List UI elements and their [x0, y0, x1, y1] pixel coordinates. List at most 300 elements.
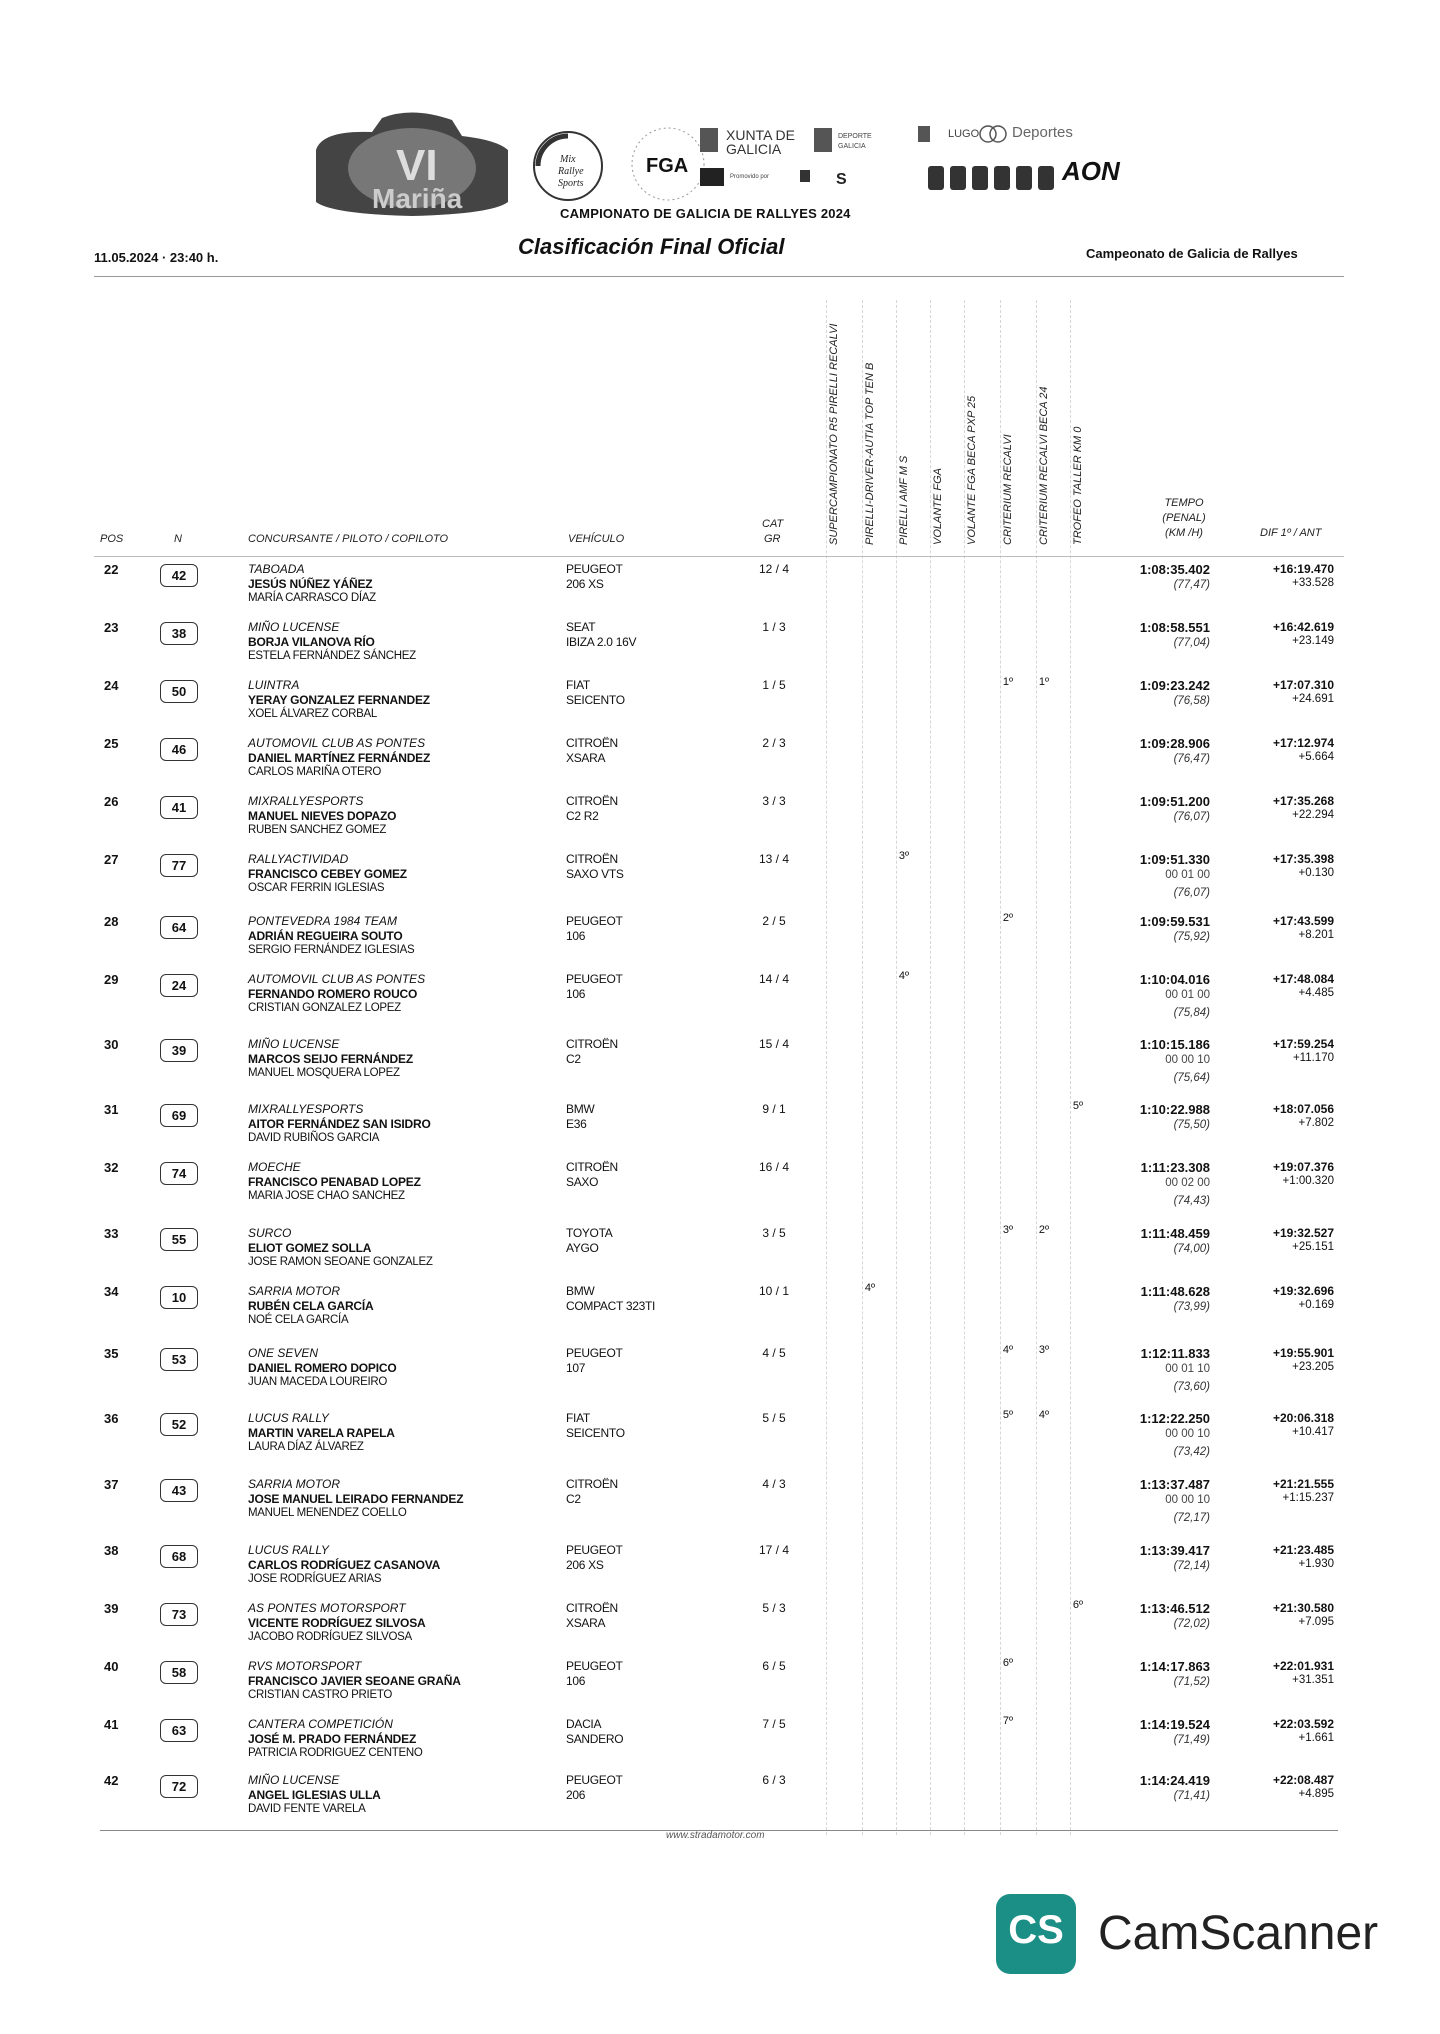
row-pilot: JOSE MANUEL LEIRADO FERNANDEZ	[248, 1492, 464, 1506]
row-dif-previous: +10.417	[1292, 1426, 1334, 1438]
row-copilot: MARÍA CARRASCO DÍAZ	[248, 592, 376, 604]
row-speed: (76,07)	[1173, 887, 1210, 899]
row-dif-first: +19:32.527	[1272, 1226, 1334, 1240]
col-trophy-6: CRITERIUM RECALVI	[1002, 434, 1014, 545]
rally-badge-icon	[312, 110, 512, 220]
row-dif-previous: +31.351	[1292, 1674, 1334, 1686]
row-penalty: 00 00 10	[1165, 1494, 1210, 1506]
row-dif-first: +19:55.901	[1272, 1346, 1334, 1360]
row-speed: (72,17)	[1173, 1512, 1210, 1524]
row-pos: 40	[104, 1659, 119, 1674]
row-vehicle-model: 206 XS	[566, 577, 604, 591]
row-speed: (72,14)	[1173, 1560, 1210, 1572]
row-cat-gr: 4 / 5	[762, 1346, 786, 1360]
svg-text:Promovido por: Promovido por	[730, 174, 770, 180]
row-pilot: ELIOT GOMEZ SOLLA	[248, 1241, 372, 1255]
row-penalty: 00 01 00	[1165, 869, 1210, 881]
row-copilot: PATRICIA RODRIGUEZ CENTENO	[248, 1747, 423, 1759]
row-vehicle-make: CITROËN	[566, 1601, 618, 1615]
row-vehicle-model: SEICENTO	[566, 1426, 625, 1440]
col-trophy-5: VOLANTE FGA BECA PXP 25	[966, 395, 978, 545]
row-vehicle-make: PEUGEOT	[566, 1346, 623, 1360]
svg-text:GALICIA: GALICIA	[838, 143, 866, 150]
col-pos: POS	[100, 533, 124, 545]
svg-text:DEPORTE: DEPORTE	[838, 133, 872, 140]
row-team: RALLYACTIVIDAD	[248, 852, 349, 866]
row-speed: (71,52)	[1173, 1676, 1210, 1688]
row-pilot: ANGEL IGLESIAS ULLA	[248, 1788, 381, 1802]
mix-rallye-sports-logo	[528, 126, 618, 206]
row-cat-gr: 15 / 4	[758, 1037, 790, 1051]
row-cat-gr: 3 / 3	[762, 794, 786, 808]
xunta-text: XUNTA DE GALICIA	[726, 127, 795, 157]
svg-text:S: S	[836, 171, 847, 188]
row-dif-previous: +11.170	[1292, 1052, 1334, 1064]
row-vehicle-model: IBIZA 2.0 16V	[566, 635, 637, 649]
row-time: 1:11:23.308	[1140, 1160, 1210, 1175]
row-vehicle-model: AYGO	[566, 1241, 599, 1255]
row-dif-first: +17:59.254	[1272, 1037, 1334, 1051]
row-pos: 42	[104, 1773, 119, 1788]
row-time: 1:13:39.417	[1139, 1543, 1210, 1558]
row-vehicle-make: PEUGEOT	[566, 1543, 623, 1557]
row-time: 1:10:15.186	[1139, 1037, 1210, 1052]
row-trophy-position: 4º	[1038, 1409, 1050, 1421]
row-time: 1:10:04.016	[1139, 972, 1210, 987]
col-dif: DIF 1º / ANT	[1260, 527, 1322, 539]
row-pos: 34	[104, 1284, 119, 1299]
row-pilot: DANIEL ROMERO DOPICO	[248, 1361, 397, 1375]
row-number-badge: 46	[160, 738, 198, 761]
row-penalty: 00 00 10	[1165, 1054, 1210, 1066]
row-number-badge: 50	[160, 680, 198, 703]
row-team: MIÑO LUCENSE	[248, 1773, 340, 1787]
row-time: 1:09:51.200	[1139, 794, 1210, 809]
row-vehicle-model: 106	[566, 987, 586, 1001]
row-dif-first: +21:30.580	[1272, 1601, 1334, 1615]
row-pos: 28	[104, 914, 119, 929]
row-dif-first: +21:23.485	[1272, 1543, 1334, 1557]
row-pos: 29	[104, 972, 119, 987]
row-vehicle-make: TOYOTA	[566, 1226, 613, 1240]
row-time: 1:09:23.242	[1139, 678, 1210, 693]
row-dif-first: +17:43.599	[1272, 914, 1334, 928]
row-number-badge: 73	[160, 1603, 198, 1626]
row-number-badge: 39	[160, 1039, 198, 1062]
row-time: 1:14:19.524	[1139, 1717, 1210, 1732]
row-time: 1:08:58.551	[1139, 620, 1210, 635]
row-number-badge: 42	[160, 564, 198, 587]
row-vehicle-model: E36	[566, 1117, 587, 1131]
row-cat-gr: 13 / 4	[758, 852, 790, 866]
row-cat-gr: 6 / 3	[762, 1773, 786, 1787]
row-pos: 25	[104, 736, 119, 751]
col-kmh: (KM /H)	[1165, 527, 1203, 539]
row-dif-previous: +33.528	[1292, 577, 1334, 589]
row-vehicle-model: 106	[566, 929, 586, 943]
row-team: ONE SEVEN	[248, 1346, 319, 1360]
row-time: 1:08:35.402	[1139, 562, 1210, 577]
row-team: SARRIA MOTOR	[248, 1477, 341, 1491]
row-vehicle-make: PEUGEOT	[566, 972, 623, 986]
col-tempo: TEMPO	[1164, 497, 1204, 509]
row-number-badge: 68	[160, 1545, 198, 1568]
row-dif-previous: +7.095	[1298, 1616, 1334, 1628]
row-team: LUCUS RALLY	[248, 1543, 329, 1557]
col-trophy-8: TROFEO TALLER KM 0	[1072, 426, 1084, 545]
row-trophy-position: 5º	[1002, 1409, 1014, 1421]
row-trophy-position: 2º	[1038, 1224, 1050, 1236]
row-speed: (75,64)	[1173, 1072, 1210, 1084]
svg-text:Sports: Sports	[558, 178, 584, 189]
row-speed: (73,60)	[1173, 1381, 1210, 1393]
row-dif-previous: +7.802	[1298, 1117, 1334, 1129]
row-penalty: 00 02 00	[1165, 1177, 1210, 1189]
svg-text:Mix: Mix	[560, 154, 576, 165]
row-pilot: AITOR FERNÁNDEZ SAN ISIDRO	[248, 1117, 431, 1131]
row-vehicle-make: CITROËN	[566, 736, 618, 750]
lugo-text: LUGO	[948, 128, 980, 140]
row-speed: (76,58)	[1173, 695, 1210, 707]
footer-url: www.stradamotor.com	[666, 1830, 765, 1841]
col-trophy-3: PIRELLI AMF M S	[898, 455, 910, 545]
row-pilot: MANUEL NIEVES DOPAZO	[248, 809, 397, 823]
row-copilot: MANUEL MENENDEZ COELLO	[248, 1507, 407, 1519]
row-vehicle-model: 107	[566, 1361, 586, 1375]
row-penalty: 00 00 10	[1165, 1428, 1210, 1440]
row-dif-previous: +25.151	[1292, 1241, 1334, 1253]
row-team: SARRIA MOTOR	[248, 1284, 341, 1298]
row-vehicle-model: XSARA	[566, 751, 606, 765]
date-time: 11.05.2024 · 23:40 h.	[94, 250, 219, 265]
row-pilot: ADRIÁN REGUEIRA SOUTO	[248, 929, 403, 943]
svg-text:VI: VI	[396, 141, 438, 190]
row-vehicle-make: CITROËN	[566, 852, 618, 866]
row-pilot: FRANCISCO PENABAD LOPEZ	[248, 1175, 421, 1189]
row-dif-first: +17:35.268	[1272, 794, 1334, 808]
row-trophy-position: 3º	[1038, 1344, 1050, 1356]
row-cat-gr: 1 / 5	[762, 678, 786, 692]
row-speed: (71,49)	[1173, 1734, 1210, 1746]
row-dif-previous: +23.205	[1292, 1361, 1334, 1373]
row-pos: 30	[104, 1037, 119, 1052]
row-speed: (75,84)	[1173, 1007, 1210, 1019]
row-pos: 31	[104, 1102, 119, 1117]
row-dif-previous: +24.691	[1292, 693, 1334, 705]
col-trophy-7: CRITERIUM RECALVI BECA 24	[1038, 386, 1050, 545]
row-pos: 41	[104, 1717, 119, 1732]
svg-text:Mariña: Mariña	[372, 183, 463, 214]
row-speed: (76,47)	[1173, 753, 1210, 765]
row-speed: (75,92)	[1173, 931, 1210, 943]
row-trophy-position: 6º	[1072, 1599, 1084, 1611]
col-trophy-2: PIRELLI-DRIVER-AUTIA TOP TEN B	[864, 362, 876, 545]
row-pilot: DANIEL MARTÍNEZ FERNÁNDEZ	[248, 751, 431, 765]
row-speed: (77,04)	[1173, 637, 1210, 649]
row-number-badge: 77	[160, 854, 198, 877]
row-pos: 23	[104, 620, 119, 635]
row-pos: 37	[104, 1477, 119, 1492]
row-trophy-position: 3º	[898, 850, 910, 862]
row-vehicle-model: C2 R2	[566, 809, 599, 823]
row-vehicle-model: SAXO	[566, 1175, 599, 1189]
row-copilot: CRISTIAN CASTRO PRIETO	[248, 1689, 392, 1701]
row-trophy-position: 2º	[1002, 912, 1014, 924]
row-speed: (75,50)	[1173, 1119, 1210, 1131]
row-vehicle-make: CITROËN	[566, 1477, 618, 1491]
row-cat-gr: 5 / 5	[762, 1411, 786, 1425]
row-speed: (77,47)	[1173, 579, 1210, 591]
row-number-badge: 64	[160, 916, 198, 939]
row-copilot: MARIA JOSE CHAO SANCHEZ	[248, 1190, 405, 1202]
row-team: MIXRALLYESPORTS	[248, 794, 364, 808]
row-vehicle-make: CITROËN	[566, 794, 618, 808]
row-team: LUINTRA	[248, 678, 300, 692]
row-team: AS PONTES MOTORSPORT	[248, 1601, 406, 1615]
row-dif-previous: +5.664	[1298, 751, 1334, 763]
row-team: PONTEVEDRA 1984 TEAM	[248, 914, 397, 928]
row-cat-gr: 1 / 3	[762, 620, 786, 634]
row-trophy-position: 1º	[1002, 676, 1014, 688]
row-pilot: JOSÉ M. PRADO FERNÁNDEZ	[248, 1732, 417, 1746]
row-copilot: CRISTIAN GONZALEZ LOPEZ	[248, 1002, 401, 1014]
row-cat-gr: 3 / 5	[762, 1226, 786, 1240]
row-dif-first: +17:07.310	[1272, 678, 1334, 692]
row-pilot: JESÚS NÚÑEZ YÁÑEZ	[248, 577, 373, 591]
row-cat-gr: 2 / 3	[762, 736, 786, 750]
row-vehicle-model: COMPACT 323TI	[566, 1299, 656, 1313]
row-vehicle-model: SEICENTO	[566, 693, 625, 707]
row-pos: 38	[104, 1543, 119, 1558]
row-pilot: FERNANDO ROMERO ROUCO	[248, 987, 418, 1001]
row-vehicle-make: FIAT	[566, 1411, 590, 1425]
row-team: LUCUS RALLY	[248, 1411, 329, 1425]
row-number-badge: 72	[160, 1775, 198, 1798]
row-vehicle-make: PEUGEOT	[566, 914, 623, 928]
col-cat: CAT	[762, 518, 784, 530]
row-cat-gr: 7 / 5	[762, 1717, 786, 1731]
row-dif-previous: +4.485	[1298, 987, 1334, 999]
row-dif-first: +22:08.487	[1272, 1773, 1334, 1787]
col-penal: (PENAL)	[1162, 512, 1206, 524]
row-cat-gr: 10 / 1	[758, 1284, 790, 1298]
row-dif-previous: +1:15.237	[1282, 1492, 1334, 1504]
row-dif-first: +20:06.318	[1272, 1411, 1334, 1425]
row-vehicle-make: BMW	[566, 1102, 595, 1116]
row-cat-gr: 6 / 5	[762, 1659, 786, 1673]
divider	[94, 556, 1344, 557]
row-time: 1:13:37.487	[1139, 1477, 1210, 1492]
row-dif-first: +19:32.696	[1272, 1284, 1334, 1298]
row-pilot: YERAY GONZALEZ FERNANDEZ	[248, 693, 430, 707]
championship-center: CAMPIONATO DE GALICIA DE RALLYES 2024	[560, 206, 851, 221]
col-n: N	[174, 533, 182, 545]
col-trophy-1: SUPERCAMPIONATO R5 PIRELLI RECALVI	[828, 323, 840, 545]
row-dif-first: +16:19.470	[1272, 562, 1334, 576]
row-cat-gr: 4 / 3	[762, 1477, 786, 1491]
row-vehicle-make: DACIA	[566, 1717, 602, 1731]
row-time: 1:09:28.906	[1139, 736, 1210, 751]
row-trophy-position: 4º	[1002, 1344, 1014, 1356]
row-trophy-position: 3º	[1002, 1224, 1014, 1236]
row-dif-first: +17:48.084	[1272, 972, 1334, 986]
row-copilot: JACOBO RODRÍGUEZ SILVOSA	[248, 1631, 412, 1643]
aon-logo: AON	[1062, 156, 1120, 186]
row-team: TABOADA	[248, 562, 305, 576]
row-time: 1:13:46.512	[1139, 1601, 1210, 1616]
row-copilot: JOSE RODRÍGUEZ ARIAS	[248, 1573, 382, 1585]
row-time: 1:12:22.250	[1139, 1411, 1210, 1426]
row-cat-gr: 14 / 4	[758, 972, 790, 986]
divider	[94, 276, 1344, 277]
row-vehicle-model: 206 XS	[566, 1558, 604, 1572]
row-dif-first: +16:42.619	[1272, 620, 1334, 634]
row-copilot: NOÉ CELA GARCÍA	[248, 1314, 349, 1326]
row-time: 1:14:17.863	[1139, 1659, 1210, 1674]
col-trophy-4: VOLANTE FGA	[932, 467, 944, 545]
col-vehiculo: VEHÍCULO	[568, 533, 625, 545]
row-dif-previous: +4.895	[1298, 1788, 1334, 1800]
row-copilot: JOSE RAMON SEOANE GONZALEZ	[248, 1256, 433, 1268]
row-pos: 35	[104, 1346, 119, 1361]
row-vehicle-make: FIAT	[566, 678, 590, 692]
row-number-badge: 24	[160, 974, 198, 997]
page-title: Clasificación Final Oficial	[518, 234, 785, 259]
row-trophy-position: 1º	[1038, 676, 1050, 688]
row-vehicle-model: C2	[566, 1052, 581, 1066]
row-team: CANTERA COMPETICIÓN	[248, 1717, 393, 1731]
row-pilot: MARTIN VARELA RAPELA	[248, 1426, 395, 1440]
row-cat-gr: 2 / 5	[762, 914, 786, 928]
row-speed: (74,43)	[1173, 1195, 1210, 1207]
col-concursante: CONCURSANTE / PILOTO / COPILOTO	[248, 533, 449, 545]
row-team: RVS MOTORSPORT	[248, 1659, 362, 1673]
row-pilot: BORJA VILANOVA RÍO	[248, 635, 375, 649]
row-speed: (76,07)	[1173, 811, 1210, 823]
row-team: MIÑO LUCENSE	[248, 1037, 340, 1051]
row-dif-previous: +22.294	[1292, 809, 1334, 821]
row-pos: 33	[104, 1226, 119, 1241]
row-number-badge: 10	[160, 1286, 198, 1309]
camscanner-text: CamScanner	[1098, 1907, 1379, 1960]
row-pos: 26	[104, 794, 119, 809]
row-vehicle-make: CITROËN	[566, 1037, 618, 1051]
row-trophy-position: 4º	[898, 970, 910, 982]
row-pilot: RUBÉN CELA GARCÍA	[248, 1299, 374, 1313]
row-dif-first: +22:01.931	[1272, 1659, 1334, 1673]
row-pilot: FRANCISCO CEBEY GOMEZ	[248, 867, 407, 881]
row-dif-first: +17:12.974	[1272, 736, 1334, 750]
row-pos: 39	[104, 1601, 119, 1616]
row-number-badge: 38	[160, 622, 198, 645]
row-vehicle-make: PEUGEOT	[566, 1659, 623, 1673]
row-pilot: FRANCISCO JAVIER SEOANE GRAÑA	[248, 1674, 461, 1688]
row-vehicle-make: PEUGEOT	[566, 562, 623, 576]
row-pilot: MARCOS SEIJO FERNÁNDEZ	[248, 1052, 413, 1066]
row-speed: (72,02)	[1173, 1618, 1210, 1630]
row-time: 1:12:11.833	[1140, 1346, 1210, 1361]
xunta-de-galicia-logo	[700, 124, 920, 208]
row-pilot: CARLOS RODRÍGUEZ CASANOVA	[248, 1558, 441, 1572]
row-vehicle-model: SAXO VTS	[566, 867, 624, 881]
row-pos: 22	[104, 562, 119, 577]
row-dif-previous: +1:00.320	[1282, 1175, 1334, 1187]
row-copilot: SERGIO FERNÁNDEZ IGLESIAS	[248, 944, 415, 956]
row-vehicle-model: XSARA	[566, 1616, 606, 1630]
row-vehicle-make: BMW	[566, 1284, 595, 1298]
svg-text:Rallye: Rallye	[558, 166, 584, 177]
row-number-badge: 63	[160, 1719, 198, 1742]
row-cat-gr: 16 / 4	[758, 1160, 790, 1174]
row-copilot: MANUEL MOSQUERA LOPEZ	[248, 1067, 400, 1079]
championship-right: Campeonato de Galicia de Rallyes	[1086, 246, 1298, 261]
row-vehicle-model: 206	[566, 1788, 586, 1802]
row-dif-previous: +23.149	[1292, 635, 1334, 647]
row-trophy-position: 7º	[1002, 1715, 1014, 1727]
row-vehicle-make: PEUGEOT	[566, 1773, 623, 1787]
row-copilot: XOEL ÁLVAREZ CORBAL	[248, 708, 377, 720]
row-team: AUTOMOVIL CLUB AS PONTES	[248, 736, 426, 750]
row-cat-gr: 5 / 3	[762, 1601, 786, 1615]
row-vehicle-model: SANDERO	[566, 1732, 624, 1746]
col-gr: GR	[764, 533, 781, 545]
row-copilot: RUBEN SANCHEZ GOMEZ	[248, 824, 387, 836]
row-team: AUTOMOVIL CLUB AS PONTES	[248, 972, 426, 986]
row-dif-previous: +8.201	[1298, 929, 1334, 941]
row-dif-first: +22:03.592	[1272, 1717, 1334, 1731]
row-team: MIXRALLYESPORTS	[248, 1102, 364, 1116]
row-copilot: JUAN MACEDA LOUREIRO	[248, 1376, 388, 1388]
row-speed: (74,00)	[1173, 1243, 1210, 1255]
row-vehicle-model: C2	[566, 1492, 581, 1506]
row-cat-gr: 9 / 1	[762, 1102, 786, 1116]
row-number-badge: 74	[160, 1162, 198, 1185]
row-vehicle-model: 106	[566, 1674, 586, 1688]
row-time: 1:10:22.988	[1139, 1102, 1210, 1117]
row-dif-first: +21:21.555	[1272, 1477, 1334, 1491]
row-team: MOECHE	[248, 1160, 301, 1174]
row-number-badge: 58	[160, 1661, 198, 1684]
row-number-badge: 69	[160, 1104, 198, 1127]
row-dif-first: +18:07.056	[1272, 1102, 1334, 1116]
row-copilot: LAURA DÍAZ ÁLVAREZ	[248, 1441, 364, 1453]
row-speed: (73,42)	[1173, 1446, 1210, 1458]
row-number-badge: 41	[160, 796, 198, 819]
row-penalty: 00 01 00	[1165, 989, 1210, 1001]
row-dif-previous: +0.130	[1298, 867, 1334, 879]
row-time: 1:14:24.419	[1139, 1773, 1210, 1788]
lugo-deportes-logo	[918, 120, 1078, 210]
row-pos: 27	[104, 852, 119, 867]
row-copilot: CARLOS MARIÑA OTERO	[248, 766, 381, 778]
row-copilot: DAVID RUBIÑOS GARCIA	[248, 1132, 380, 1144]
row-copilot: ESTELA FERNÁNDEZ SÁNCHEZ	[248, 650, 416, 662]
row-time: 1:11:48.459	[1140, 1226, 1210, 1241]
row-speed: (73,99)	[1173, 1301, 1210, 1313]
row-copilot: DAVID FENTE VARELA	[248, 1803, 366, 1815]
row-dif-previous: +0.169	[1298, 1299, 1334, 1311]
row-trophy-position: 6º	[1002, 1657, 1014, 1669]
row-pos: 36	[104, 1411, 119, 1426]
row-time: 1:11:48.628	[1140, 1284, 1210, 1299]
row-pilot: VICENTE RODRÍGUEZ SILVOSA	[248, 1616, 426, 1630]
row-trophy-position: 5º	[1072, 1100, 1084, 1112]
row-copilot: OSCAR FERRIN IGLESIAS	[248, 882, 385, 894]
row-time: 1:09:51.330	[1139, 852, 1210, 867]
row-vehicle-make: CITROËN	[566, 1160, 618, 1174]
row-dif-previous: +1.930	[1298, 1558, 1334, 1570]
row-vehicle-make: SEAT	[566, 620, 596, 634]
